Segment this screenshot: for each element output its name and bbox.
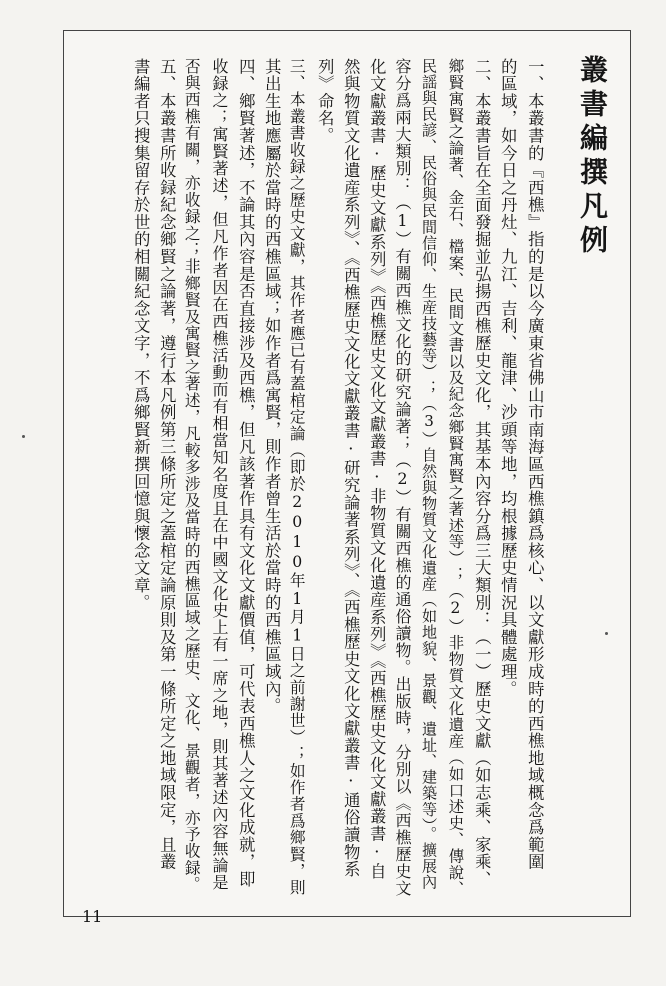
text-column: 然與物質文化遺産系列》、《西樵歷史文化文獻叢書·研究論著系列》、《西樵歷史文化文獻叢書·通俗讀物系 bbox=[341, 58, 361, 879]
text-column: 民謡與民諺、民俗與民間信仰、生産技藝等）；（3）自然與物質文化遺産（如地貌、景觀、遺址、建築等）。擴展內 bbox=[420, 58, 439, 891]
text-column: 列》命名。 bbox=[315, 58, 335, 145]
text-column: 二、本叢書旨在全面發掘並弘揚西樵歷史文化，其基本內容分爲三大類別：（一）歷史文獻（如志乘、家乘、 bbox=[472, 58, 492, 888]
text-column: 一、本叢書的『西樵』指的是以今廣東省佛山市南海區西樵鎮爲核心、以文獻形成時的西樵地域概念爲範圍 bbox=[525, 58, 545, 871]
text-column: 化文獻叢書·歷史文獻系列》《西樵歷史文化文獻叢書·非物質文化遺産系列》《西樵歷史文化文獻叢書·自 bbox=[367, 58, 387, 880]
scan-speck bbox=[605, 632, 608, 635]
text-column: 收録之；寓賢著述，但凡作者因在西樵活動而有相當知名度且在中國文化史上有一席之地，則其著述內容無論是 bbox=[210, 58, 229, 891]
text-column: 三、本叢書收録之歷史文獻，其作者應已有蓋棺定論（即於2010年1月1日之前謝世）；如作者爲鄉賢，則 bbox=[287, 58, 307, 897]
text-column: 的區域，如今日之丹灶、九江、吉利、龍津、沙頭等地，均根據歷史情況具體處理。 bbox=[498, 58, 518, 698]
scan-speck bbox=[22, 435, 25, 438]
text-column: 其出生地應屬於當時的西樵區域；如作者爲寓賢，則作者曾生活於當時的西樵區域內。 bbox=[262, 58, 282, 716]
section-title: 叢書編撰凡例 bbox=[576, 55, 609, 259]
text-column: 四、鄉賢著述，不論其內容是否直接涉及西樵，但凡該著作具有文化文獻價值，可代表西樵人之文化成就，即 bbox=[236, 58, 256, 888]
text-column: 容分爲兩大類別：（1）有關西樵文化的研究論著；（2）有關西樵的通俗讀物。出版時，分別以《西樵歷史文 bbox=[393, 58, 412, 897]
text-column: 五、本叢書所收録紀念鄉賢之論著，遵行本凡例第三條所定之蓋棺定論原則及第一條所定之地域限定，且叢 bbox=[157, 58, 177, 871]
page-number: 11 bbox=[82, 907, 103, 926]
text-column: 鄉賢寓賢之論著、金石、檔案、民間文書以及紀念鄉賢寓賢之著述等）；（2）非物質文化遺産（如口述史、傳說、 bbox=[446, 58, 465, 897]
text-column: 否與西樵有關，亦收録之；非鄉賢及寓賢之著述，凡較多涉及當時的西樵區域之歷史、文化、景觀者，亦予收録。 bbox=[182, 58, 202, 893]
text-column: 書編者只搜集留存於世的相關紀念文字，不爲鄉賢新撰回憶與懷念文章。 bbox=[131, 58, 151, 612]
